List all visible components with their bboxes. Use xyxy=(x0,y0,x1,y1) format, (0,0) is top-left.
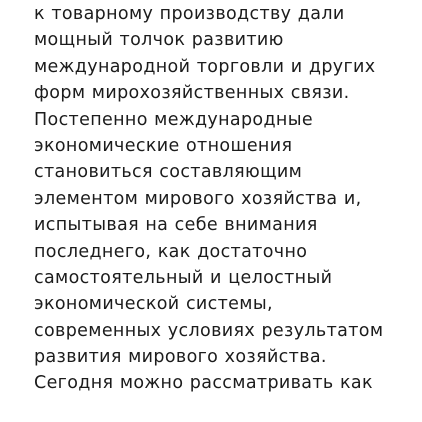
paragraph-text xyxy=(34,1,414,397)
text-line: самостоятельный и целостный xyxy=(34,267,333,288)
text-line: испытывая на себе внимания xyxy=(34,215,318,236)
text-line: экономической системы, xyxy=(34,294,273,315)
text-line: мощный толчок развитию xyxy=(34,30,284,51)
text-line: последнего, как достаточно xyxy=(34,241,308,262)
text-line: элементом мирового хозяйства и, xyxy=(34,188,362,209)
text-line: становиться составляющим xyxy=(34,162,303,183)
text-line: форм мирохозяйственных связи. xyxy=(34,83,350,104)
text-line: современных условиях результатом xyxy=(34,320,384,341)
text-line: экономические отношения xyxy=(34,135,293,156)
text-line: Постепенно международные xyxy=(34,109,314,130)
text-line: к товарному производству дали xyxy=(34,4,345,24)
text-line: международной торговли и других xyxy=(34,56,376,77)
text-line: развития мирового хозяйства. xyxy=(34,347,327,368)
text-line: Сегодня можно рассматривать как xyxy=(34,373,373,394)
